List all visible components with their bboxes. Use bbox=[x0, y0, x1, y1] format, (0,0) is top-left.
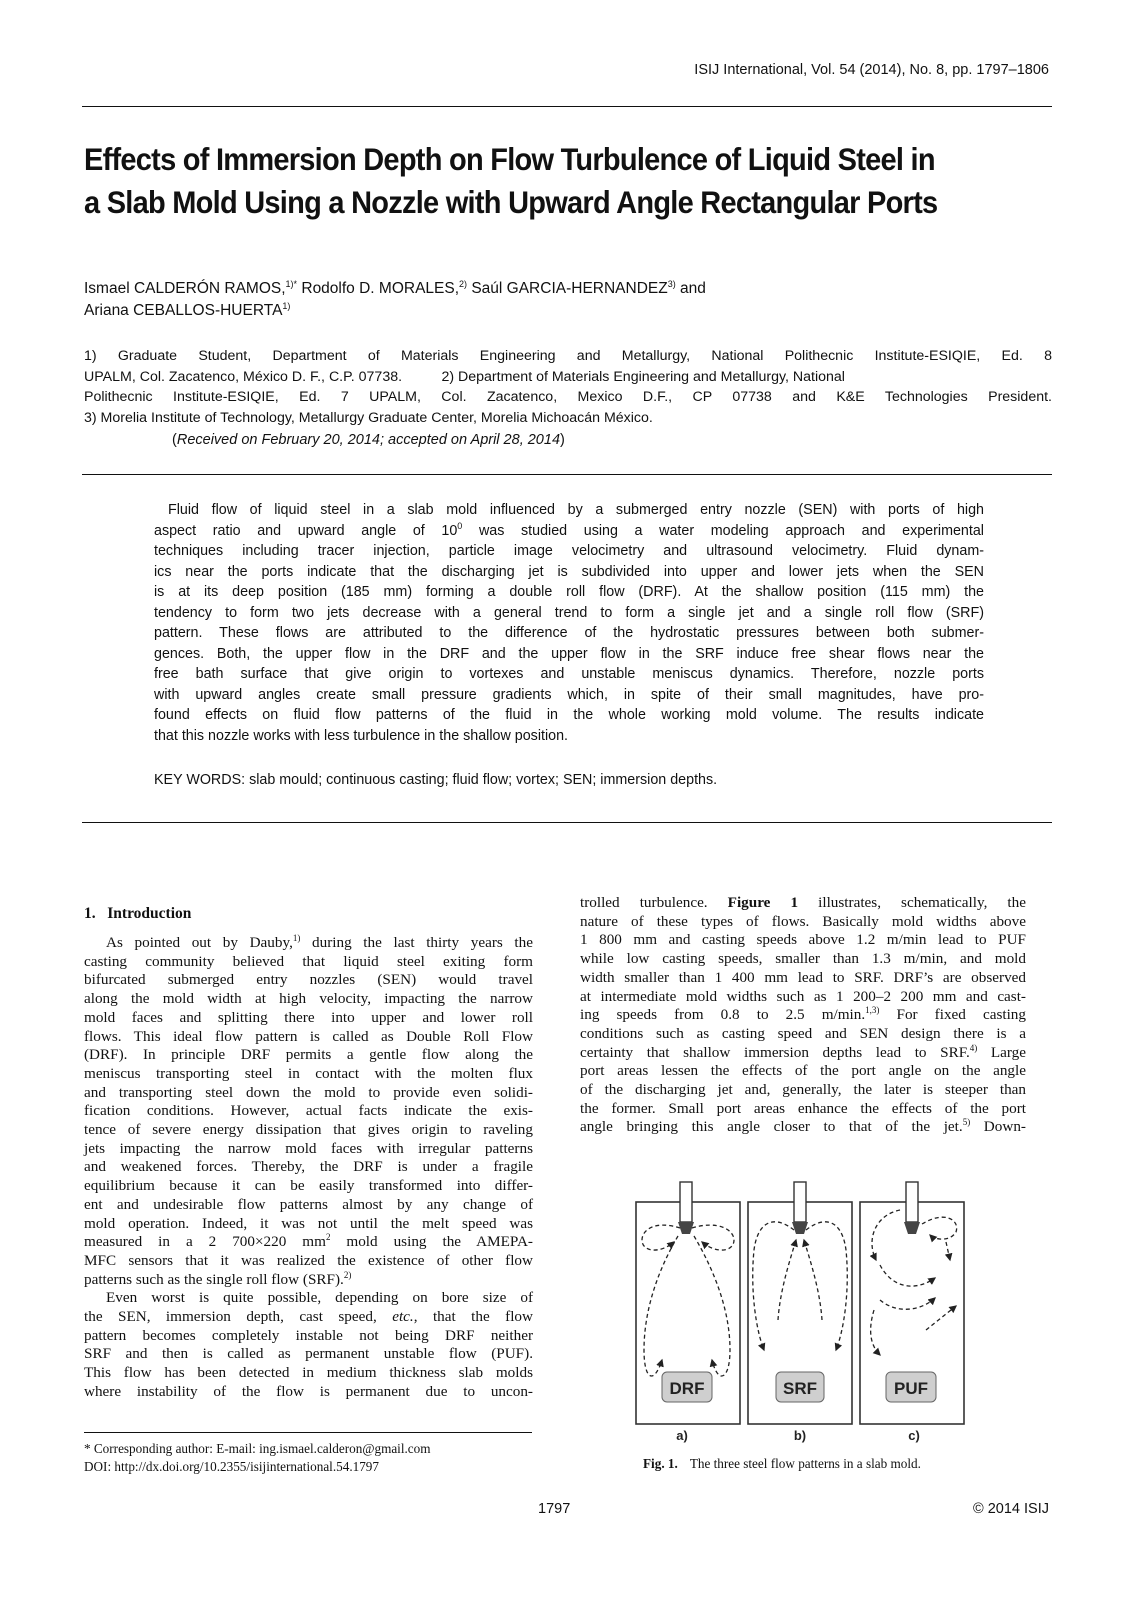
nozzle-icon bbox=[680, 1182, 692, 1222]
body-line: where instability of the flow is permanent due to uncon- bbox=[84, 1382, 533, 1400]
body-line: ent and undesirable flow patterns almost by any change of bbox=[84, 1195, 533, 1213]
puf-label: PUF bbox=[894, 1379, 928, 1398]
abstract-line: that this nozzle works with less turbulence in the shallow position. bbox=[154, 727, 569, 744]
panel-letter-a: a) bbox=[676, 1428, 688, 1443]
text-fragment: the SEN, immersion depth, cast speed, bbox=[84, 1308, 393, 1326]
body-line: flows. This ideal flow pattern is called as Double Roll Flow bbox=[84, 1027, 533, 1045]
paren-close: ) bbox=[560, 432, 565, 448]
text-fragment: For fixed casting bbox=[879, 1006, 1026, 1024]
body-line: equilibrium because it can be easily transformed into differ- bbox=[84, 1177, 533, 1195]
paren-open: ( bbox=[172, 432, 177, 448]
corresponding-author: * Corresponding author: E-mail: ing.ismael.calderon@gmail.com bbox=[84, 1441, 431, 1456]
body-line: fication conditions. However, actual facts indicate the exis- bbox=[84, 1102, 533, 1120]
abstract-line: Fluid flow of liquid steel in a slab mold influenced by a submerged entry nozzle (SEN) with ports of high bbox=[168, 502, 984, 518]
abstract-bottom-rule bbox=[82, 822, 1052, 823]
panel-letter-b: b) bbox=[793, 1428, 807, 1443]
body-line: bifurcated submerged entry nozzles (SEN) would travel bbox=[84, 971, 533, 989]
ref-sup: 4) bbox=[969, 1042, 978, 1053]
body-line: casting community believed that liquid steel exiting form bbox=[84, 952, 533, 970]
abstract-line: with upward angles create small pressure gradients which, in spite of their small magnitudes, have pro- bbox=[154, 686, 984, 703]
abstract-top-rule bbox=[82, 474, 1052, 475]
body-line: of the discharging jet and, generally, the later is steeper than bbox=[580, 1081, 1026, 1099]
body-line: port areas lessen the effects of the port angle on the angle bbox=[580, 1062, 1026, 1080]
nozzle-icon bbox=[906, 1182, 918, 1222]
paper-title bbox=[84, 138, 995, 224]
page-number: 1797 bbox=[538, 1501, 571, 1517]
degree-sup: 0 bbox=[457, 520, 463, 531]
panel-drf bbox=[636, 1182, 740, 1424]
body-line bbox=[580, 1118, 1026, 1137]
received-dates bbox=[172, 432, 565, 448]
body-line bbox=[580, 1044, 1026, 1063]
text-fragment: ing speeds from 0.8 to 2.5 m/min. bbox=[580, 1006, 866, 1024]
text-fragment: certainty that shallow immersion depths lead to SRF. bbox=[580, 1043, 970, 1061]
nozzle-port-icon bbox=[678, 1222, 694, 1234]
body-line: Even worst is quite possible, depending on bore size of bbox=[106, 1289, 533, 1307]
section-heading: 1. Introduction bbox=[84, 905, 192, 922]
author-name: Rodolfo D. MORALES, bbox=[297, 280, 460, 297]
abstract-line: pattern. These flows are attributed to the difference of the hydrostatic pressures between both submer- bbox=[154, 625, 984, 641]
abstract-fragment: was studied using a water modeling approach and experimental bbox=[462, 522, 984, 539]
body-line: 1 800 mm and casting speeds above 1.2 m/min lead to PUF bbox=[580, 931, 1026, 949]
body-line: mold operation. Indeed, it was not until the melt speed was bbox=[84, 1214, 533, 1232]
received-text: Received on February 20, 2014; accepted on April 28, 2014 bbox=[176, 432, 561, 448]
text-fragment: Large bbox=[977, 1043, 1026, 1061]
srf-label: SRF bbox=[783, 1379, 817, 1398]
doi-link[interactable]: DOI: http://dx.doi.org/10.2355/isijinternational.54.1797 bbox=[84, 1459, 379, 1474]
keywords: KEY WORDS: slab mould; continuous casting; fluid flow; vortex; SEN; immersion depths. bbox=[154, 772, 718, 788]
affiliation-line: 1) Graduate Student, Department of Materials Engineering and Metallurgy, National Polithecnic Institute-ESIQIE, Ed. 8 bbox=[84, 348, 1052, 364]
affiliations bbox=[84, 346, 1052, 428]
author-line-1 bbox=[84, 278, 706, 300]
ref-sup: 1) bbox=[292, 933, 301, 943]
body-line: SRF and then is called as permanent unstable flow (PUF). bbox=[84, 1345, 533, 1363]
panel-puf bbox=[860, 1182, 964, 1424]
body-line: MFC sensors that it was realized the existence of other flow bbox=[84, 1251, 533, 1269]
text-fragment: trolled turbulence. bbox=[580, 894, 728, 911]
abstract-line: is at its deep position (185 mm) forming a double roll flow (DRF). At the shallow position (115 mm) the bbox=[154, 584, 984, 600]
body-line: mold faces and splitting there into upper and lower roll bbox=[84, 1008, 533, 1026]
abstract-line bbox=[154, 521, 984, 542]
text-fragment: , that the flow bbox=[413, 1308, 533, 1326]
body-line bbox=[84, 1271, 533, 1290]
nozzle-port-icon bbox=[904, 1222, 920, 1234]
author-affil-mark: 3) bbox=[667, 279, 676, 289]
author-name: Saúl GARCIA-HERNANDEZ bbox=[467, 280, 668, 297]
panel-srf bbox=[748, 1182, 852, 1424]
author-list bbox=[84, 278, 706, 322]
body-line: width smaller than 1 400 mm lead to SRF. DRF’s are observed bbox=[580, 968, 1026, 986]
copyright: © 2014 ISIJ bbox=[973, 1501, 1049, 1517]
figure-flow-patterns bbox=[630, 1180, 970, 1450]
nozzle-icon bbox=[794, 1182, 806, 1222]
body-line bbox=[84, 1308, 533, 1327]
body-line bbox=[580, 894, 1026, 913]
text-fragment: patterns such as the single roll flow (SRF). bbox=[84, 1270, 344, 1288]
abstract-fragment: aspect ratio and upward angle of 10 bbox=[154, 522, 458, 539]
author-name: Ariana CEBALLOS-HUERTA bbox=[84, 302, 283, 319]
abstract-line: found effects on fluid flow patterns of the fluid in the whole working mold volume. The results indicate bbox=[154, 707, 984, 723]
author-conjunction: and bbox=[675, 280, 706, 297]
author-name: Ismael CALDERÓN RAMOS, bbox=[84, 280, 286, 297]
abstract-line: free bath surface that give origin to vortexes and unstable meniscus dynamics. Therefore, nozzle ports bbox=[154, 666, 984, 682]
abstract-line: tendency to form two jets decrease with a general trend to form a single jet and a single roll flow (SRF) bbox=[154, 604, 984, 621]
figure-caption bbox=[643, 1456, 921, 1472]
text-fragment: illustrates, schematically, the bbox=[798, 894, 1026, 911]
body-line: at intermediate mold widths such as 1 200–2 200 mm and cast- bbox=[580, 987, 1026, 1005]
italic-fragment: etc. bbox=[392, 1308, 414, 1326]
body-line: while low casting speeds, smaller than 1.3 m/min, and mold bbox=[580, 950, 1026, 968]
abstract-line: gences. Both, the upper flow in the DRF and the upper flow in the SRF induce free shear flows near the bbox=[154, 645, 984, 662]
body-line bbox=[84, 934, 533, 953]
affiliation-line: 3) Morelia Institute of Technology, Metallurgy Graduate Center, Morelia Michoacán México. bbox=[84, 409, 653, 426]
abstract bbox=[154, 500, 984, 746]
footnote-rule bbox=[84, 1432, 532, 1433]
text-fragment: Down- bbox=[970, 1118, 1026, 1136]
header-rule bbox=[82, 106, 1052, 107]
body-line: tence of severe energy dissipation that gives origin to raveling bbox=[84, 1121, 533, 1139]
ref-sup: 1,3) bbox=[865, 1005, 880, 1016]
title-line-1: Effects of Immersion Depth on Flow Turbulence of Liquid Steel in bbox=[84, 141, 935, 177]
body-line: meniscus transporting steel in contact with the molten flux bbox=[84, 1064, 533, 1082]
text-fragment: angle bringing this angle closer to that of the jet. bbox=[580, 1118, 963, 1136]
body-line: and weakened forces. Thereby, the DRF is under a fragile bbox=[84, 1158, 533, 1176]
figure-reference: Figure 1 bbox=[727, 894, 799, 911]
ref-sup: 2) bbox=[343, 1269, 352, 1280]
ref-sup: 5) bbox=[962, 1117, 971, 1128]
nozzle-port-icon bbox=[792, 1222, 808, 1234]
footnotes bbox=[84, 1440, 431, 1476]
affiliation-line: Polithecnic Institute-ESIQIE, Ed. 7 UPALM, Col. Zacatenco, Mexico D.F., CP 07738 and K&E Technologies President. bbox=[84, 389, 1052, 405]
text-fragment: during the last thirty years the bbox=[300, 934, 533, 951]
author-affil-mark: 1) bbox=[282, 301, 291, 311]
affiliation-line: UPALM, Col. Zacatenco, México D. F., C.P. 07738. 2) Department of Materials Engineering and Metallurgy, National bbox=[84, 368, 845, 385]
text-fragment: measured in a 2 700×220 mm bbox=[84, 1233, 326, 1251]
body-line: pattern becomes completely instable not being DRF neither bbox=[84, 1326, 533, 1344]
left-column bbox=[84, 934, 533, 1402]
body-line bbox=[84, 1233, 533, 1252]
body-line: and transporting steel down the mold to provide even solidi- bbox=[84, 1083, 533, 1101]
drf-label: DRF bbox=[669, 1379, 705, 1398]
title-line-2: a Slab Mold Using a Nozzle with Upward Angle Rectangular Ports bbox=[84, 184, 938, 220]
journal-header: ISIJ International, Vol. 54 (2014), No. 8, pp. 1797–1806 bbox=[694, 62, 1049, 78]
text-fragment: As pointed out by Dauby, bbox=[106, 934, 293, 951]
abstract-line: ics near the ports indicate that the discharging jet is subdivided into upper and lower jets when the SEN bbox=[154, 563, 984, 580]
abstract-line: techniques including tracer injection, particle image velocimetry and ultrasound velocimetry. Fluid dynam- bbox=[154, 543, 984, 559]
author-line-2 bbox=[84, 300, 706, 322]
body-line: the former. Small port areas enhance the effects of the port bbox=[580, 1099, 1026, 1117]
author-affil-mark: 2) bbox=[459, 279, 468, 289]
body-line: This flow has been detected in medium thickness slab molds bbox=[84, 1364, 533, 1382]
text-fragment: mold using the AMEPA- bbox=[330, 1233, 533, 1251]
body-line: conditions such as casting speed and SEN design there is a bbox=[580, 1024, 1026, 1042]
author-affil-mark: 1)* bbox=[285, 279, 298, 289]
body-line: (DRF). In principle DRF permits a gentle flow along the bbox=[84, 1046, 533, 1064]
body-line: nature of these types of flows. Basically mold widths above bbox=[580, 912, 1026, 930]
unit-sup: 2 bbox=[325, 1232, 331, 1243]
body-line: along the mold width at high velocity, impacting the narrow bbox=[84, 990, 533, 1008]
right-column bbox=[580, 894, 1026, 1137]
panel-letter-c: c) bbox=[908, 1428, 920, 1443]
body-line bbox=[580, 1006, 1026, 1025]
figure-caption-label: Fig. 1. bbox=[643, 1456, 678, 1471]
body-line: jets impacting the narrow mold faces with irregular patterns bbox=[84, 1139, 533, 1157]
figure-caption-text: The three steel flow patterns in a slab mold. bbox=[689, 1456, 921, 1471]
